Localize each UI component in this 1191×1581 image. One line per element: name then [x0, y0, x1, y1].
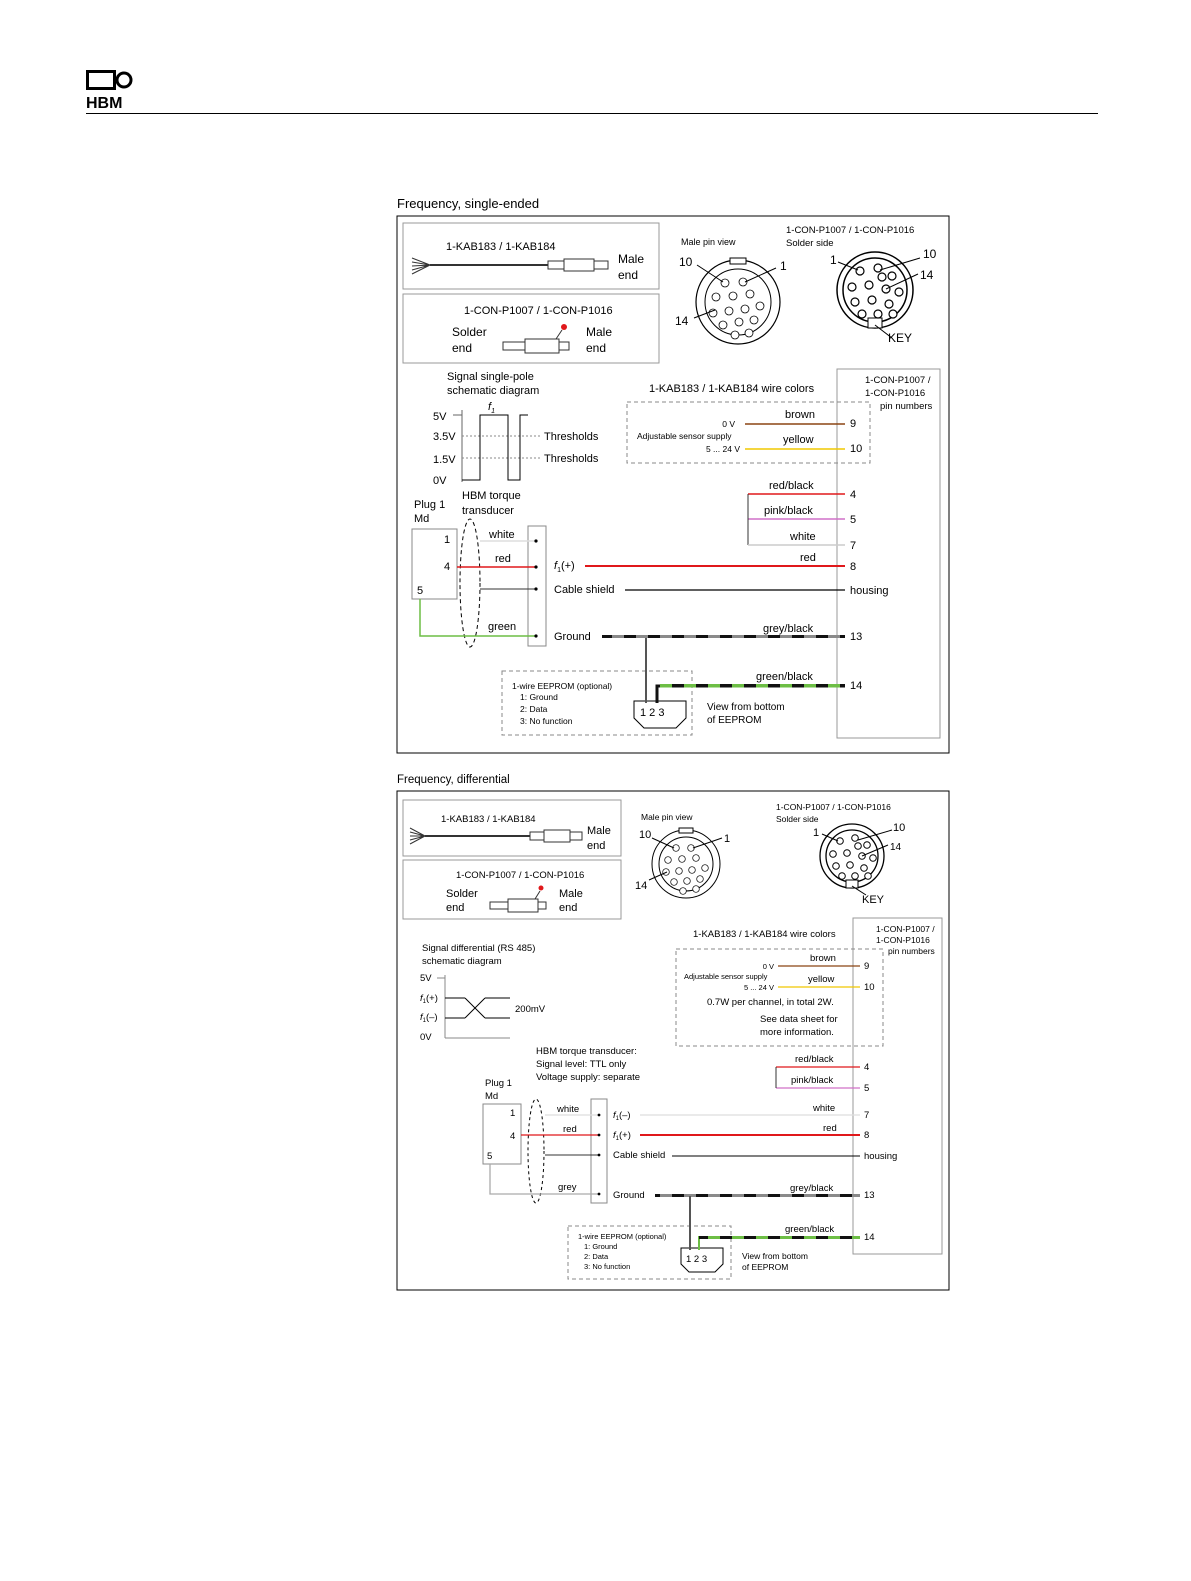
solder-end-2: end [452, 341, 473, 355]
eeprom-line-2: 2: Data [520, 704, 548, 714]
supply-0v: 0 V [762, 962, 774, 971]
pin-4: 4 [850, 489, 857, 501]
wire-label-yellow: yellow [783, 434, 814, 446]
pin-9: 9 [864, 961, 870, 972]
cable-ellipse [460, 519, 480, 647]
signal-title-1: Signal differential (RS 485) [422, 943, 536, 954]
t-wire-grey [490, 1164, 598, 1194]
signal-title-2: schematic diagram [422, 956, 502, 967]
solder-pin-label-14: 14 [920, 268, 934, 282]
transducer-label-1: HBM torque [462, 490, 521, 502]
pin-numbers-title-2: 1-CON-P1016 [876, 935, 930, 945]
wire-label-red: red [800, 552, 816, 564]
level-1-5v: 1.5V [433, 454, 456, 466]
pin-label-10: 10 [679, 255, 693, 269]
pin-numbers-title-3: pin numbers [888, 946, 935, 956]
plug-pin-5: 5 [417, 585, 424, 597]
wire-grey-black [655, 1194, 860, 1197]
wire-green-black-main [660, 684, 845, 687]
wire-label-pink-black: pink/black [764, 505, 813, 517]
supply-adjustable: Adjustable sensor supply [684, 972, 768, 981]
connector-name: 1-CON-P1007 / 1-CON-P1016 [456, 870, 585, 881]
plug-title-1: Plug 1 [414, 499, 446, 511]
red-dot-marker [561, 324, 567, 330]
pin-numbers-title-1: 1-CON-P1007 / [865, 375, 931, 386]
supply-range: 5 ... 24 V [743, 983, 774, 992]
t-label-grey: grey [558, 1182, 577, 1193]
connector-name: 1-CON-P1007 / 1-CON-P1016 [464, 305, 613, 317]
pin-label-1: 1 [780, 259, 787, 273]
logo-text: HBM [86, 95, 123, 110]
pin-5: 5 [864, 1083, 870, 1094]
level-f1-minus: $f_1(-)$ [420, 1012, 438, 1024]
differential-wave [437, 975, 510, 1038]
transducer-label-2: transducer [462, 505, 514, 517]
eeprom-title: 1-wire EEPROM (optional) [578, 1232, 667, 1241]
connector-icon [490, 886, 546, 913]
solder-end-1: Solder [452, 325, 487, 339]
solder-side-title-2: Solder side [776, 814, 819, 824]
pin-numbers-title-1: 1-CON-P1007 / [876, 924, 935, 934]
t-label-red: red [563, 1124, 577, 1135]
eeprom-view-2: of EEPROM [707, 715, 762, 726]
pin-7: 7 [850, 540, 857, 552]
solder-side-title-1: 1-CON-P1007 / 1-CON-P1016 [786, 225, 915, 236]
red-dot-marker [539, 886, 544, 891]
pin-4: 4 [864, 1062, 870, 1073]
level-0v: 0V [420, 1032, 432, 1043]
signal-f1-plus: $f_1(+)$ [613, 1130, 631, 1142]
pin-13: 13 [850, 631, 863, 643]
connector-icon [503, 324, 569, 353]
wire-label-red: red [823, 1123, 837, 1134]
wire-label-red-black: red/black [769, 480, 814, 492]
supply-adjustable: Adjustable sensor supply [637, 431, 732, 441]
solder-side-connector-icon [820, 824, 892, 895]
wire-label-pink-black: pink/black [791, 1075, 834, 1086]
plug-pin-1: 1 [510, 1108, 516, 1119]
level-f1-plus: $f_1(+)$ [420, 993, 438, 1005]
solder-end-1: Solder [446, 888, 478, 900]
wire-label-brown: brown [785, 409, 815, 421]
power-note-3: more information. [760, 1027, 834, 1038]
diagram-single-ended [397, 216, 949, 753]
pin-housing: housing [850, 585, 889, 597]
pin-numbers-title-3: pin numbers [880, 401, 933, 412]
pin-8: 8 [864, 1130, 870, 1141]
wire-label-white: white [790, 531, 816, 543]
t-label-green: green [488, 621, 517, 633]
pin-label-14: 14 [675, 314, 689, 328]
signal-f1-minus: $f_1(-)$ [613, 1110, 631, 1122]
section-title-single-ended: Frequency, single-ended [397, 196, 540, 211]
eeprom-line-1: 1: Ground [520, 692, 558, 702]
pin-9: 9 [850, 418, 857, 430]
t-wire-green [420, 599, 535, 636]
plug-title-2: Md [485, 1091, 499, 1102]
wire-colors-title: 1-KAB183 / 1-KAB184 wire colors [693, 929, 836, 940]
eeprom-view-1: View from bottom [707, 702, 785, 713]
male-end-1: Male [587, 825, 611, 837]
male-end-2: end [618, 268, 639, 282]
plug-pin-1: 1 [444, 534, 451, 546]
key-label: KEY [862, 894, 885, 906]
wire-green-black [657, 686, 845, 703]
pin-label-14: 14 [635, 880, 648, 892]
solder-side-title-1: 1-CON-P1007 / 1-CON-P1016 [776, 802, 891, 812]
plug-title-2: Md [414, 513, 430, 525]
signal-cable-shield: Cable shield [554, 584, 615, 596]
level-0v: 0V [433, 475, 447, 487]
pin-10: 10 [864, 982, 875, 993]
male-pin-view-label: Male pin view [641, 812, 693, 822]
wire-label-green-black: green/black [756, 671, 813, 683]
t-label-white: white [557, 1104, 580, 1115]
male-end-b2: end [559, 902, 578, 914]
solder-side-connector-icon [837, 252, 920, 338]
supply-range: 5 ... 24 V [705, 444, 740, 454]
male-pin-view-label: Male pin view [681, 237, 736, 247]
male-pin-connector-icon [694, 258, 780, 344]
solder-pin-label-1: 1 [830, 253, 837, 267]
wire-grey-black [602, 635, 845, 638]
eeprom-line-1: 1: Ground [584, 1242, 618, 1251]
eeprom-line-3: 3: No function [520, 716, 573, 726]
signal-ground: Ground [554, 631, 591, 643]
cable-ellipse [528, 1099, 544, 1203]
pin-14: 14 [864, 1232, 875, 1243]
wire-colors-title: 1-KAB183 / 1-KAB184 wire colors [649, 383, 815, 395]
signal-title-2: schematic diagram [447, 385, 540, 397]
power-note-1: 0.7W per channel, in total 2W. [707, 997, 834, 1008]
pin-10: 10 [850, 443, 863, 455]
signal-ground: Ground [613, 1190, 645, 1201]
transducer-label-1: HBM torque transducer: [536, 1046, 637, 1057]
amplitude-label: 200mV [515, 1004, 546, 1015]
section-title-differential: Frequency, differential [397, 774, 510, 786]
power-note-2: See data sheet for [760, 1014, 838, 1025]
plug-pin-4: 4 [444, 561, 451, 573]
solder-pin-label-10: 10 [923, 247, 937, 261]
solder-end-2: end [446, 902, 465, 914]
wire-label-red-black: red/black [795, 1054, 834, 1065]
wire-label-grey-black: grey/black [790, 1183, 834, 1194]
eeprom-view-2: of EEPROM [742, 1262, 789, 1272]
pin-housing: housing [864, 1151, 898, 1162]
pin-label-1: 1 [724, 833, 731, 845]
transducer-label-3: Voltage supply: separate [536, 1072, 641, 1083]
pin-14: 14 [850, 680, 863, 692]
eeprom-pins: 1 2 3 [640, 707, 665, 719]
signal-title-1: Signal single-pole [447, 371, 534, 383]
diagram-differential [397, 791, 949, 1290]
eeprom-pins: 1 2 3 [686, 1254, 708, 1265]
level-5v: 5V [420, 973, 432, 984]
t-label-red: red [495, 553, 511, 565]
male-end-b1: Male [586, 325, 613, 339]
male-end-b1: Male [559, 888, 583, 900]
solder-pin-label-1: 1 [813, 827, 820, 839]
wire-label-grey-black: grey/black [763, 623, 814, 635]
pin-7: 7 [864, 1110, 870, 1121]
pin-label-10: 10 [639, 829, 652, 841]
pin-numbers-title-2: 1-CON-P1016 [865, 388, 926, 399]
wire-label-green-black: green/black [785, 1224, 835, 1235]
wire-label-white: white [813, 1103, 836, 1114]
pin-5: 5 [850, 514, 857, 526]
f1-label: $f_1$ [488, 401, 495, 415]
threshold-label-1: Thresholds [544, 431, 599, 443]
male-end-2: end [587, 840, 606, 852]
t-label-white: white [489, 529, 515, 541]
male-pin-connector-icon [649, 828, 722, 898]
signal-f1-plus: $f_1(+)$ [554, 560, 575, 574]
level-5v: 5V [433, 411, 447, 423]
terminal-dots [598, 1114, 601, 1196]
threshold-label-2: Thresholds [544, 453, 599, 465]
plug-pin-4: 4 [510, 1131, 516, 1142]
solder-pin-label-10: 10 [893, 822, 906, 834]
wire-label-brown: brown [810, 953, 836, 964]
pin-8: 8 [850, 561, 857, 573]
plug-pin-5: 5 [487, 1151, 493, 1162]
pin-13: 13 [864, 1190, 875, 1201]
cable-icon [410, 828, 582, 844]
eeprom-line-3: 3: No function [584, 1262, 631, 1271]
plug-title-1: Plug 1 [485, 1078, 512, 1089]
wire-green-black [699, 1236, 860, 1239]
square-wave [453, 410, 540, 482]
terminal-dots [534, 539, 537, 637]
eeprom-title: 1-wire EEPROM (optional) [512, 681, 613, 691]
cable-name: 1-KAB183 / 1-KAB184 [446, 241, 556, 253]
transducer-label-2: Signal level: TTL only [536, 1059, 627, 1070]
terminal-strip [528, 526, 546, 646]
eeprom-view-1: View from bottom [742, 1251, 808, 1261]
level-3-5v: 3.5V [433, 431, 456, 443]
eeprom-line-2: 2: Data [584, 1252, 609, 1261]
signal-cable-shield: Cable shield [613, 1150, 666, 1161]
solder-pin-label-14: 14 [890, 842, 902, 853]
cable-name: 1-KAB183 / 1-KAB184 [441, 814, 536, 825]
cable-icon [412, 258, 608, 274]
key-label: KEY [888, 331, 913, 345]
wire-label-yellow: yellow [808, 974, 835, 985]
supply-0v: 0 V [722, 419, 735, 429]
solder-side-title-2: Solder side [786, 238, 834, 249]
male-end-b2: end [586, 341, 607, 355]
male-end-1: Male [618, 252, 645, 266]
